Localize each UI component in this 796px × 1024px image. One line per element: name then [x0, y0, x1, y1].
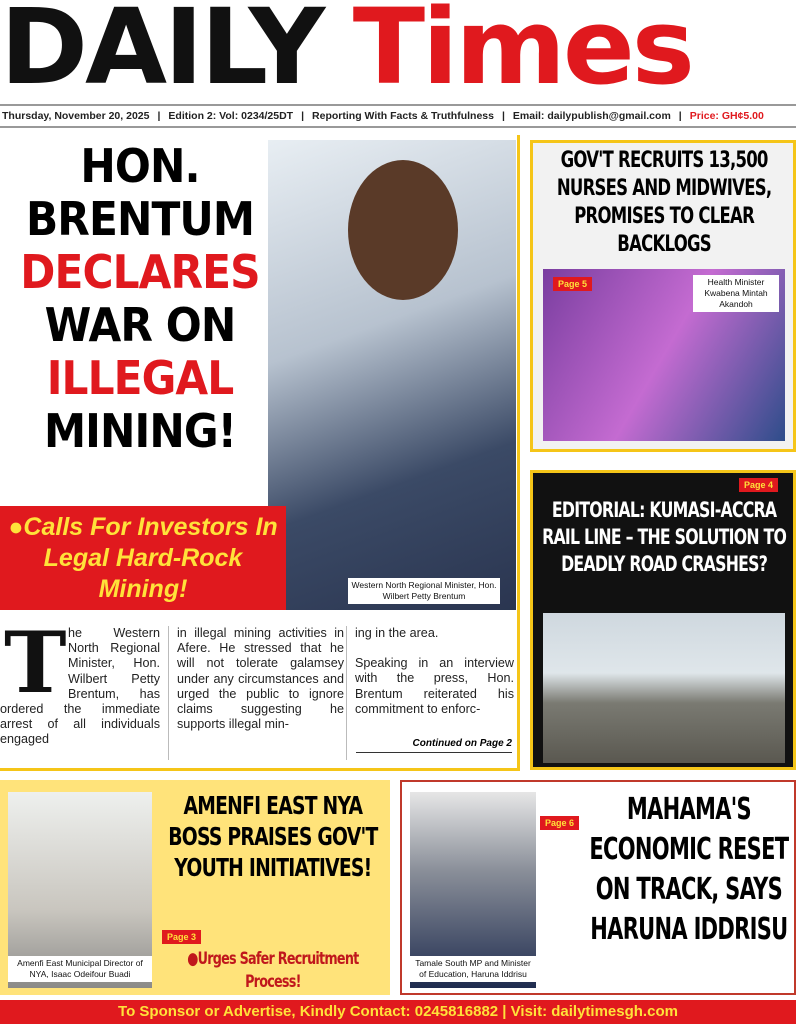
divider [517, 135, 520, 770]
divider [0, 768, 520, 771]
lead-photo [268, 140, 516, 610]
footer-banner: To Sponsor or Advertise, Kindly Contact: 0245816882 | Visit: dailytimesgh.com [0, 1000, 796, 1024]
sep: | [501, 110, 505, 122]
headline-line: MINING! [43, 404, 237, 458]
drop-cap: T [4, 613, 67, 712]
sep: | [157, 110, 161, 122]
headline-line: BRENTUM [25, 192, 255, 246]
nurses-headline: GOV'T RECRUITS 13,500 NURSES AND MIDWIVES, PROMISES TO CLEAR BACKLOGS [556, 148, 772, 257]
lead-body-col1 [0, 613, 160, 748]
lead-photo-caption: Western North Regional Minister, Hon. Wilbert Petty Brentum [348, 578, 500, 604]
issue-date: Thursday, November 20, 2025 [2, 110, 150, 122]
page-badge: Page 5 [553, 277, 592, 291]
headline-line: WAR ON [44, 298, 236, 352]
dropcap-space [0, 613, 68, 712]
masthead-times: Times [352, 0, 692, 108]
train-photo [543, 613, 785, 763]
headline-line: HON. [80, 139, 200, 193]
col1-text: he Western North Regional Minister, Hon. Wilbert Petty Brentum, has ordered the immediate arrest of all individuals engaged [0, 626, 160, 747]
headline-line: ILLEGAL [46, 351, 234, 405]
editorial-headline: EDITORIAL: KUMASI-ACCRA RAIL LINE – THE SOLUTION TO DEADLY ROAD CRASHES? [542, 498, 787, 576]
info-strip [0, 104, 796, 128]
nurses-story[interactable] [530, 140, 796, 452]
lead-subhead: ●Calls For Investors In Legal Hard-Rock Mining! [0, 506, 286, 610]
nya-caption: Amenfi East Municipal Director of NYA, Isaac Odeifour Buadi [8, 956, 152, 982]
continued-link[interactable]: Continued on Page 2 [356, 738, 512, 753]
mahama-caption: Tamale South MP and Minister of Education, Haruna Iddrisu [410, 956, 536, 982]
motto: Reporting With Facts & Truthfulness [312, 110, 494, 122]
masthead [0, 0, 796, 108]
nya-story[interactable] [0, 780, 390, 995]
nya-headline: AMENFI EAST NYA BOSS PRAISES GOV'T YOUTH INITIATIVES! [168, 791, 378, 882]
col3-para2: Speaking in an interview with the press, Hon. Brentum reiterated his commitment to enforc- [355, 656, 514, 716]
lead-body-col2: in illegal mining activities in Afere. He stressed that he will not tolerate galamsey under any circumstances and urged the public to ignore claims suggesting he supports illegal min- [168, 626, 344, 760]
portrait-head [348, 160, 458, 300]
lead-headline [0, 140, 280, 458]
page-badge: Page 3 [162, 930, 201, 944]
headline-line: DECLARES [20, 245, 260, 299]
sep: | [301, 110, 305, 122]
nurses-caption: Health Minister Kwabena Mintah Akandoh [693, 275, 779, 312]
nya-subhead: ●Urges Safer Recruitment Process! [187, 949, 359, 992]
email: Email: dailypublish@gmail.com [512, 110, 671, 122]
col3-para1: ing in the area. [355, 626, 439, 640]
mahama-headline: MAHAMA'S ECONOMIC RESET ON TRACK, SAYS HARUNA IDDRISU [589, 792, 789, 947]
page-badge: Page 6 [540, 816, 579, 830]
masthead-daily: DAILY [0, 0, 323, 108]
edition: Edition 2: Vol: 0234/25DT [168, 110, 294, 122]
price: Price: GH¢5.00 [689, 110, 764, 122]
mahama-story[interactable] [400, 780, 796, 995]
sep: | [678, 110, 682, 122]
editorial-story[interactable] [530, 470, 796, 770]
page-badge: Page 4 [739, 478, 778, 492]
